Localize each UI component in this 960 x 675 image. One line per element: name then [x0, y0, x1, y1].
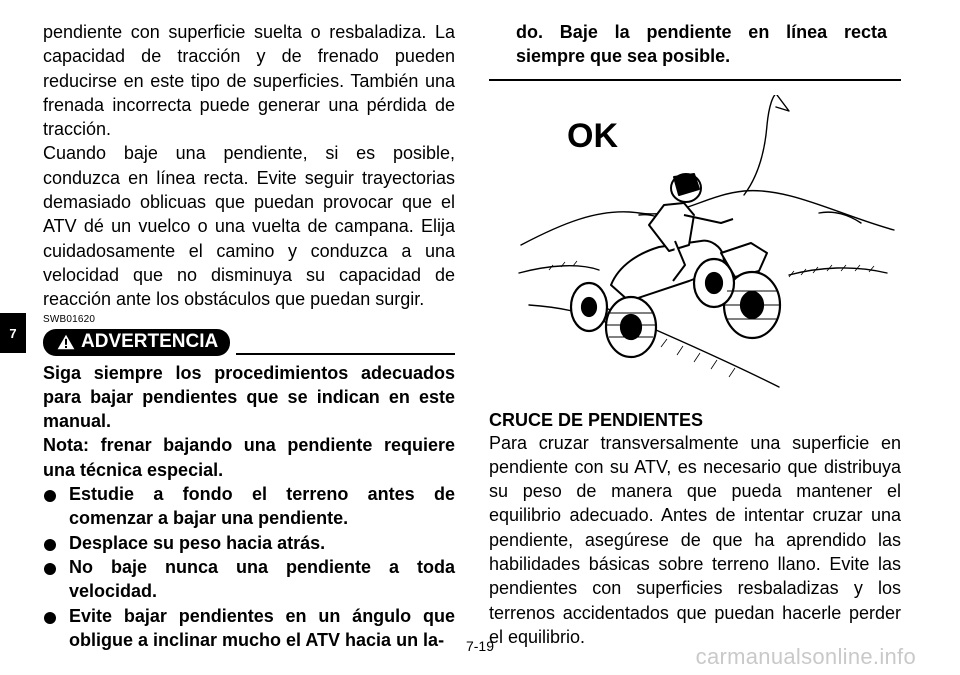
- section-title: CRUCE DE PENDIENTES: [489, 409, 704, 430]
- list-item: [43, 482, 455, 531]
- chapter-tab: [0, 313, 26, 353]
- paragraph-crossing: Para cruzar transversalmente una superficie en pendiente con su ATV, es necesario que distribuya su peso de manera que pueda mantener el equilibrio adecuado. Antes de intentar cruzar una pendiente, asegúrese de que ha aprendido las habilidades básicas sobre terreno llano. Evite las pendientes con superficies resbaladizas y los terrenos accidentados que puedan hacerle perder el equilibrio.: [489, 432, 901, 647]
- atv-downhill-illustration: [489, 95, 901, 395]
- bullet-dot-icon: [44, 539, 56, 551]
- warning-text-note: Nota: frenar bajando una pendiente requiere una técnica especial.: [43, 435, 455, 480]
- paragraph-descent: Cuando baje una pendiente, si es posible, conduzca en línea recta. Evite seguir trayectorias demasiado oblicuas que puedan provocar que el ATV dé un vuelco o una vuelta de campana. Elija cuidadosamente el camino y conduzca a una velocidad que no disminuya su capacidad de reacción ante los obstáculos que puedan surgir.: [43, 143, 455, 310]
- atv-illustration-drawing: [489, 95, 901, 395]
- warning-label: ADVERTENCIA: [81, 331, 219, 353]
- watermark: carmanualsonline.info: [695, 644, 916, 669]
- bullet-text: Estudie a fondo el terreno antes de comenzar a bajar una pendiente.: [69, 484, 455, 529]
- illustration-label: OK: [567, 116, 618, 155]
- warning-triangle-icon: [57, 334, 75, 350]
- bullet-text: Desplace su peso hacia atrás.: [69, 532, 326, 553]
- page-number: 7-19: [465, 638, 495, 654]
- bullet-text: Evite bajar pendientes en un ángulo que obligue a inclinar mucho el ATV hacia un la-: [69, 605, 455, 650]
- warning-code: SWB01620: [43, 313, 96, 325]
- bullet-dot-icon: [44, 490, 56, 502]
- warning-header: [43, 327, 455, 356]
- left-column: [43, 20, 455, 652]
- warning-rule: [236, 353, 455, 355]
- warning-continuation: do. Baje la pendiente en línea recta siempre que sea posible.: [489, 20, 901, 81]
- bullet-dot-icon: [44, 612, 56, 624]
- warning-bullet-list: [43, 482, 455, 652]
- warning-text-procedures: Siga siempre los procedimientos adecuados para bajar pendientes que se indican en este manual.: [43, 362, 455, 432]
- paragraph-traction: pendiente con superficie suelta o resbaladiza. La capacidad de tracción y de frenado pueden reducirse en este tipo de superficies. También una frenada incorrecta puede generar una pérdida de tracción.: [43, 22, 455, 140]
- list-item: [43, 555, 455, 604]
- warning-badge: [43, 329, 230, 356]
- right-column: [489, 20, 901, 649]
- chapter-number: 7: [9, 325, 17, 341]
- bullet-text: No baje nunca una pendiente a toda velocidad.: [69, 556, 455, 602]
- list-item: [43, 531, 455, 555]
- bullet-dot-icon: [44, 563, 56, 575]
